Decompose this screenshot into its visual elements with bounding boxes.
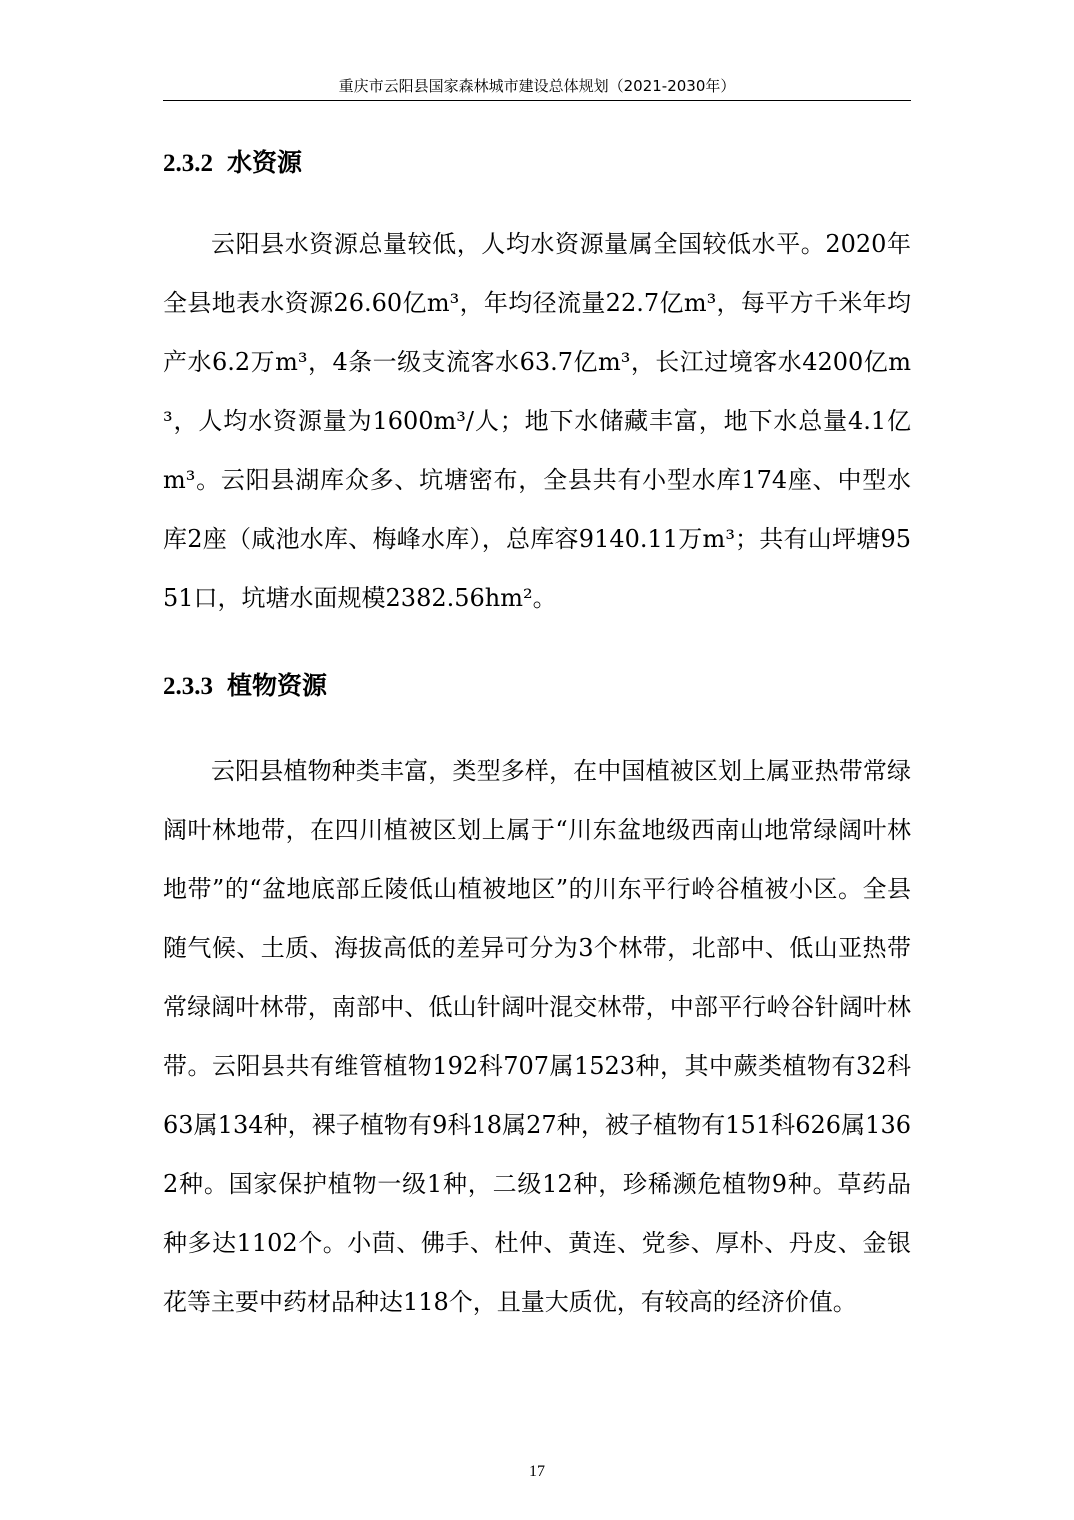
section-heading-plants [163,669,911,704]
section-number: 2.3.2 [163,150,213,177]
section-heading-water [163,146,911,181]
section-number: 2.3.3 [163,673,213,700]
water-resources-paragraph: 云阳县水资源总量较低，人均水资源量属全国较低水平。2020年全县地表水资源26.60亿m³，年均径流量22.7亿m³，每平方千米年均产水6.2万m³，4条一级支流客水63.7亿m³，长江过境客水4200亿m³，人均水资源量为1600m³/人；地下水储藏丰富，地下水总量4.1亿m³。云阳县湖库众多、坑塘密布，全县共有小型水库174座、中型水库2座（咸池水库、梅峰水库），总库容9140.11万m³；共有山坪塘9551口，坑塘水面规模2382.56hm²。 [163,230,911,612]
page-number: 17 [529,1463,545,1480]
running-header: 重庆市云阳县国家森林城市建设总体规划（2021-2030年） [338,77,736,95]
section-title: 水资源 [227,148,303,177]
section-title: 植物资源 [227,671,328,700]
plant-resources-paragraph: 云阳县植物种类丰富，类型多样，在中国植被区划上属亚热带常绿阔叶林地带，在四川植被区划上属于“川东盆地级西南山地常绿阔叶林地带”的“盆地底部丘陵低山植被地区”的川东平行岭谷植被小区。全县随气候、土质、海拔高低的差异可分为3个林带，北部中、低山亚热带常绿阔叶林带，南部中、低山针阔叶混交林带，中部平行岭谷针阔叶林带。云阳县共有维管植物192科707属1523种，其中蕨类植物有32科63属134种，裸子植物有9科18属27种，被子植物有151科626属1362种。国家保护植物一级1种，二级12种，珍稀濒危植物9种。草药品种多达1102个。小茴、佛手、杜仲、黄连、党参、厚朴、丹皮、金银花等主要中药材品种达118个，且量大质优，有较高的经济价值。 [163,757,911,1316]
header-rule [163,100,911,101]
